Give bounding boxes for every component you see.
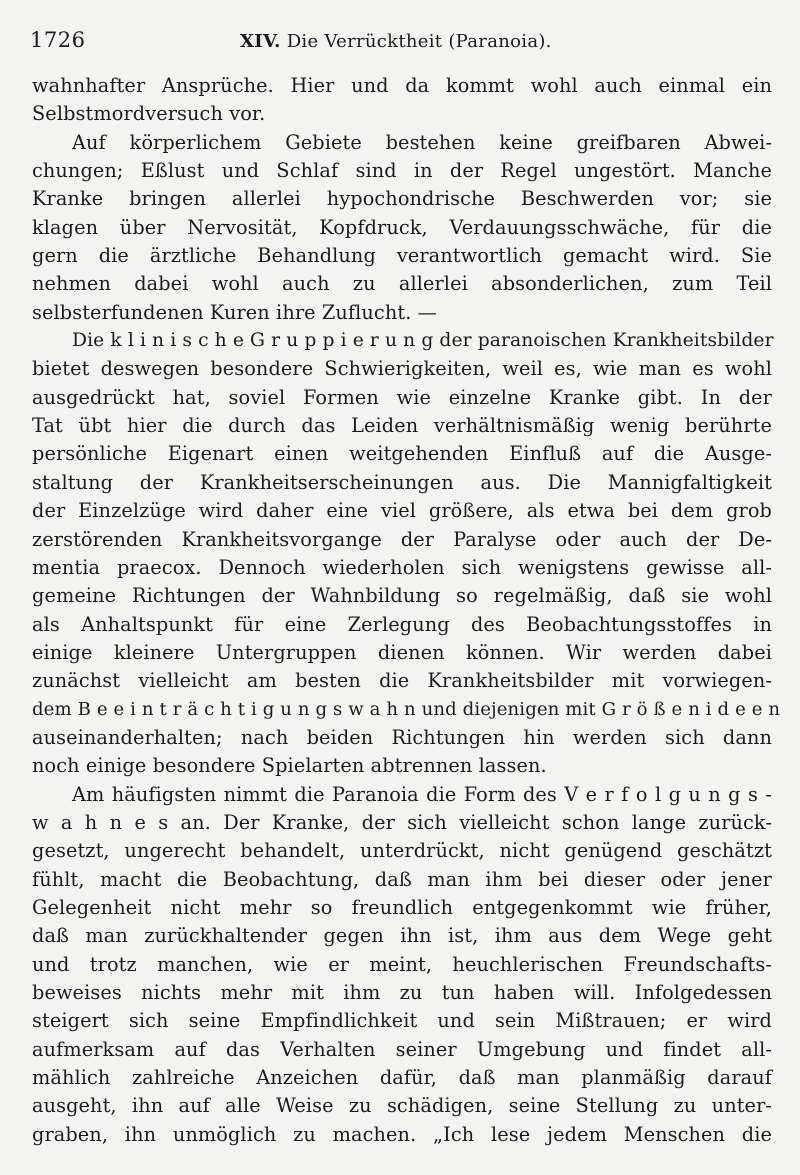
text-line: Selbstmordversuch vor. xyxy=(32,102,266,126)
text-line: wahnhafter Ansprüche. Hier und da kommt wohl auch einmal ein xyxy=(32,74,772,97)
text-line: einige kleinere Untergruppen dienen können. Wir werden dabei xyxy=(32,640,772,664)
chapter-number: XIV. xyxy=(240,31,281,52)
text-line: zunächst vielleicht am besten die Krankheitsbilder mit vorwiegen- xyxy=(32,669,772,693)
text-line: gesetzt, ungerecht behandelt, unterdrückt, nicht genügend geschätzt xyxy=(32,839,772,863)
text-line: nehmen dabei wohl auch zu allerlei absonderlichen, zum Teil xyxy=(32,272,772,296)
text-line: aufmerksam auf das Verhalten seiner Umgebung und findet all- xyxy=(32,1037,772,1061)
text-line: Tat übt hier die durch das Leiden verhältnismäßig wenig berührte xyxy=(32,414,772,438)
text-line: zerstörenden Krankheitsvorgange der Paralyse oder auch der De- xyxy=(32,527,772,551)
text-line: Gelegenheit nicht mehr so freundlich entgegenkommt wie früher, xyxy=(32,895,772,919)
text-line: klagen über Nervosität, Kopfdruck, Verdauungsschwäche, für die xyxy=(32,215,772,239)
text-line: auseinanderhalten; nach beiden Richtungen hin werden sich dann xyxy=(32,725,772,749)
text-line: fühlt, macht die Beobachtung, daß man ihm bei dieser oder jener xyxy=(32,867,772,891)
text-line: staltung der Krankheitserscheinungen aus. Die Mannigfaltigkeit xyxy=(32,470,772,494)
text-line: Auf körperlichem Gebiete bestehen keine greifbaren Abwei- xyxy=(72,130,772,154)
text-line: gern die ärztliche Behandlung verantwortlich gemacht wird. Sie xyxy=(32,244,772,268)
text-line: Die k l i n i s c h e G r u p p i e r u n g der paranoischen Krankheitsbilder xyxy=(72,330,774,352)
text-line: der Einzelzüge wird daher eine viel größere, als etwa bei dem grob xyxy=(32,499,772,523)
text-line: w a h n e s an. Der Kranke, der sich vielleicht schon lange zurück- xyxy=(32,810,772,834)
text-line: persönliche Eigenart einen weitgehenden Einfluß auf die Ausge- xyxy=(32,442,772,466)
running-header xyxy=(30,28,770,58)
chapter-title: Die Verrücktheit (Paranoia). xyxy=(286,31,552,52)
text-line: Am häufigsten nimmt die Paranoia die Form des V e r f o l g u n g s - xyxy=(72,782,772,806)
page-number: 1726 xyxy=(30,28,86,52)
text-line: chungen; Eßlust und Schlaf sind in der Regel ungestört. Manche xyxy=(32,159,772,183)
text-line: dem B e e i n t r ä c h t i g u n g s w a h n und diejenigen mit G r ö ß e n i d e e n xyxy=(32,698,781,720)
text-line: gemeine Richtungen der Wahnbildung so regelmäßig, daß sie wohl xyxy=(32,584,772,608)
running-title xyxy=(240,31,552,52)
text-line: ausgeht, ihn auf alle Weise zu schädigen, seine Stellung zu unter- xyxy=(32,1094,772,1118)
text-line: beweises nichts mehr mit ihm zu tun haben will. Infolgedessen xyxy=(32,981,772,1004)
text-line: und trotz manchen, wie er meint, heuchlerischen Freundschafts- xyxy=(32,952,772,976)
text-line: selbsterfundenen Kuren ihre Zuflucht. — xyxy=(32,300,438,324)
text-line: mentia praecox. Dennoch wiederholen sich wenigstens gewisse all- xyxy=(32,555,772,579)
text-line: steigert sich seine Empfindlichkeit und sein Mißtrauen; er wird xyxy=(32,1009,772,1033)
text-line: noch einige besondere Spielarten abtrennen lassen. xyxy=(32,754,547,778)
text-line: daß man zurückhaltender gegen ihn ist, ihm aus dem Wege geht xyxy=(32,924,772,948)
text-line: bietet deswegen besondere Schwierigkeiten, weil es, wie man es wohl xyxy=(32,357,772,381)
text-line: graben, ihn unmöglich zu machen. „Ich lese jedem Menschen die xyxy=(32,1122,772,1146)
body-text xyxy=(32,72,781,1149)
text-line: mählich zahlreiche Anzeichen dafür, daß man planmäßig darauf xyxy=(32,1066,772,1090)
text-line: ausgedrückt hat, soviel Formen wie einzelne Kranke gibt. In der xyxy=(32,385,772,409)
text-line: Kranke bringen allerlei hypochondrische Beschwerden vor; sie xyxy=(32,187,772,211)
text-line: als Anhaltspunkt für eine Zerlegung des Beobachtungsstoffes in xyxy=(32,612,772,636)
